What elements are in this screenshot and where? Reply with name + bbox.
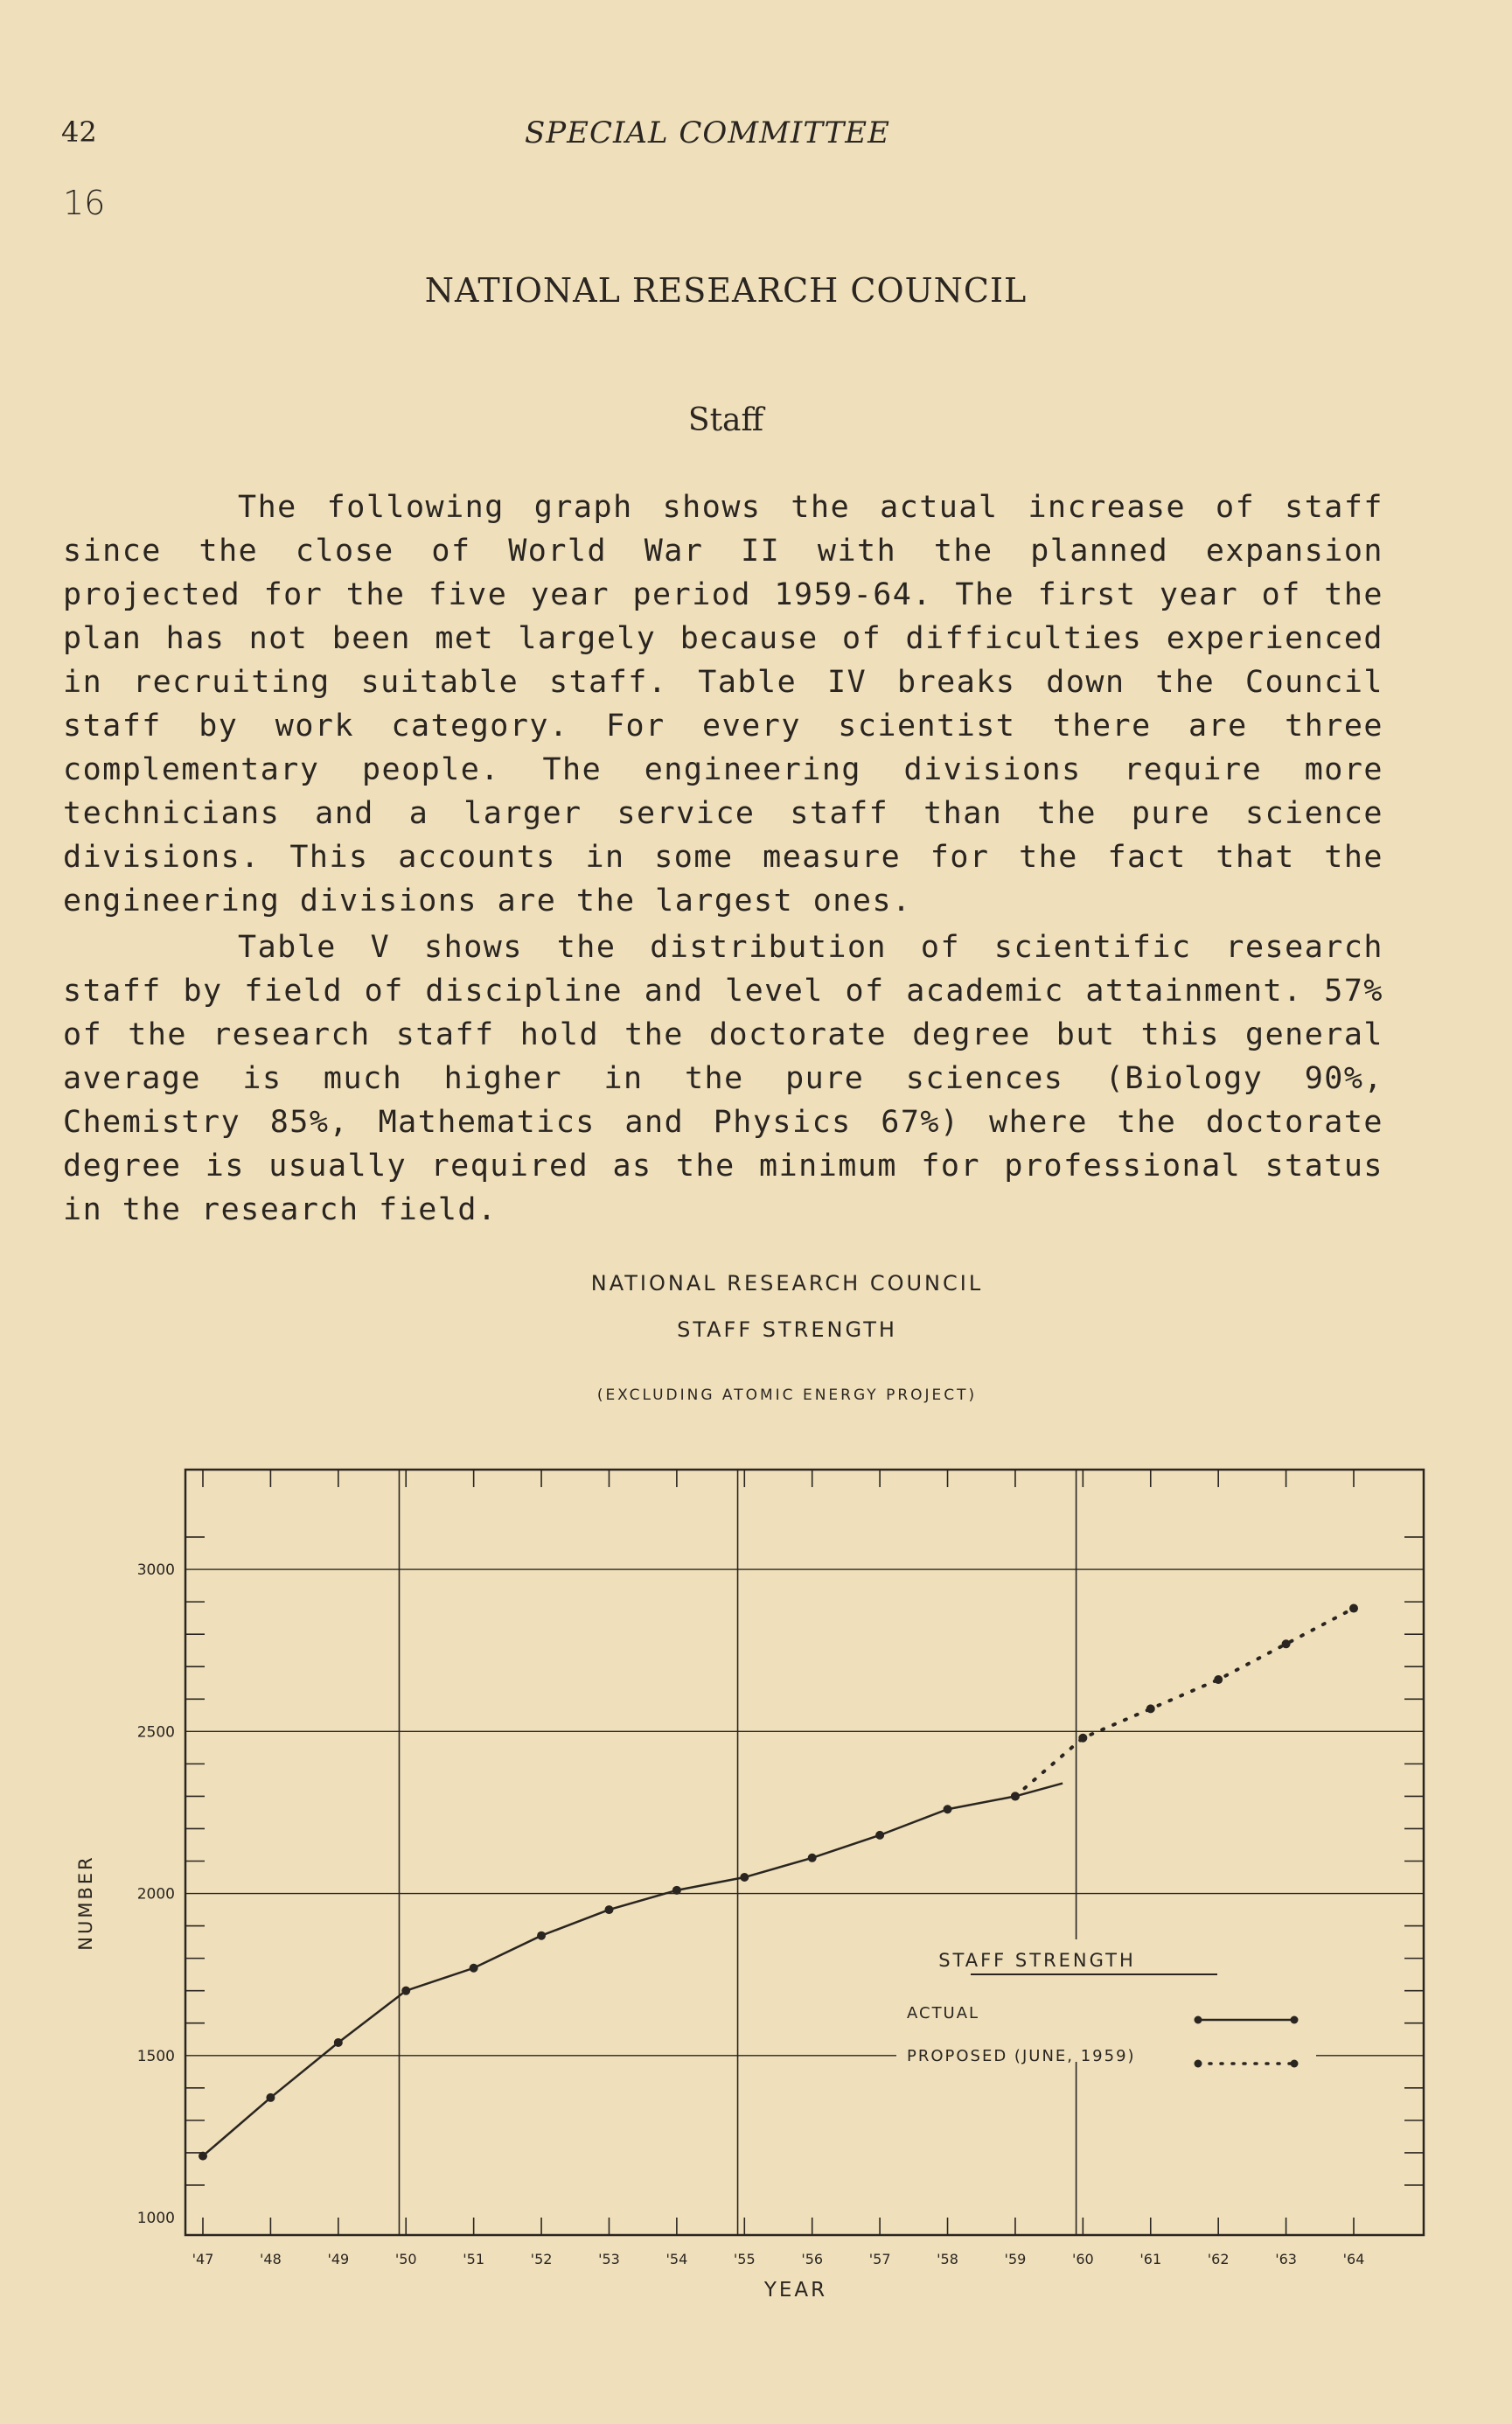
x-tick-label-59: '59 [1004,2251,1027,2267]
section-heading: Staff [687,402,764,438]
data-point-0-6 [604,1905,613,1914]
data-point-1-4 [1282,1639,1291,1648]
legend-title: STAFF STRENGTH [938,1950,1136,1971]
x-tick-label-51: '51 [463,2251,485,2267]
x-tick-label-50: '50 [394,2251,417,2267]
data-point-0-5 [537,1932,546,1940]
y-tick-label-1500: 1500 [136,2047,175,2065]
legend-swatch-proposed-start [1195,2060,1202,2068]
x-tick-label-58: '58 [937,2251,958,2267]
data-point-0-3 [401,1987,410,1995]
legend-swatch-actual-start [1195,2016,1202,2024]
data-point-1-1 [1078,1734,1087,1743]
data-point-0-2 [334,2038,343,2047]
series-line-1 [1015,1609,1354,1797]
x-tick-label-48: '48 [260,2251,282,2267]
x-tick-label-52: '52 [530,2251,553,2267]
chart-svg [0,1260,1512,2336]
data-point-1-0 [1011,1792,1020,1800]
x-tick-label-63: '63 [1275,2251,1297,2267]
data-point-1-2 [1146,1704,1155,1713]
x-tick-label-61: '61 [1139,2251,1162,2267]
y-tick-label-1000: 1000 [136,2210,175,2227]
paragraph-research-distribution: Table V shows the distribution of scientific research staff by field of discipline and level of academic attainment. 57% of the research staff hold the doctorate degree but this general average is much higher in the pure sciences (Biology 90%, Chemistry 85%, Mathematics and Physics 67%) where the doctorate degree is usually required as the minimum for professional status in the research field. [63,930,1383,1227]
data-point-0-10 [875,1831,884,1840]
chart-legend [896,1939,1316,2068]
page-number: 42 [61,115,97,149]
x-tick-label-54: '54 [665,2251,688,2267]
legend-label-actual: ACTUAL [907,2004,980,2022]
paragraph-staff-growth: The following graph shows the actual increase of staff since the close of World War II with the planned expansion projected for the five year period 1959-64. The first year of the plan has not been met largely because of difficulties experienced in recruiting suitable staff. Table IV breaks down the Council staff by work category. For every scientist there are three complementary people. The engineering divisions require more technicians and a larger service staff than the pure science divisions. This accounts in some measure for the fact that the engineering divisions are the largest ones. [63,490,1383,919]
x-tick-label-56: '56 [801,2251,824,2267]
x-tick-label-60: '60 [1071,2251,1094,2267]
x-tick-label-49: '49 [327,2251,350,2267]
legend-swatch-proposed-end [1291,2060,1299,2068]
chart-title: NATIONAL RESEARCH COUNCIL [590,1271,984,1296]
plot-frame [185,1470,1424,2235]
chart-subtitle: STAFF STRENGTH [677,1317,897,1342]
y-tick-label-3000: 3000 [136,1561,175,1580]
staff-strength-chart [0,1260,1512,2336]
x-tick-label-53: '53 [598,2251,620,2267]
folio-number: 16 [63,184,106,222]
chart-ticks [137,1470,1424,2267]
running-head: SPECIAL COMMITTEE [525,115,890,150]
data-point-0-9 [808,1854,817,1862]
chart-note: (EXCLUDING ATOMIC ENERGY PROJECT) [596,1387,978,1404]
data-point-0-11 [944,1805,952,1813]
legend-label-proposed: PROPOSED (JUNE, 1959) [907,2047,1136,2065]
chart-series [199,1604,1358,2161]
x-tick-label-47: '47 [192,2251,214,2267]
data-point-0-0 [199,2152,207,2161]
x-axis-label: YEAR [763,2279,828,2302]
y-tick-label-2500: 2500 [136,1723,175,1742]
data-point-0-1 [266,2093,275,2102]
legend-swatch-actual-end [1291,2016,1299,2024]
data-point-0-8 [740,1873,749,1882]
x-tick-label-64: '64 [1342,2251,1365,2267]
y-axis-label: NUMBER [75,1855,96,1951]
data-point-1-5 [1349,1604,1358,1613]
data-point-1-3 [1214,1675,1223,1684]
data-point-0-4 [470,1964,478,1973]
data-point-0-7 [672,1886,681,1895]
y-tick-label-2000: 2000 [136,1885,175,1904]
x-tick-label-55: '55 [733,2251,756,2267]
page-title: NATIONAL RESEARCH COUNCIL [424,271,1028,310]
chart-grid [185,1470,1424,2235]
x-tick-label-62: '62 [1207,2251,1230,2267]
x-tick-label-57: '57 [868,2251,891,2267]
